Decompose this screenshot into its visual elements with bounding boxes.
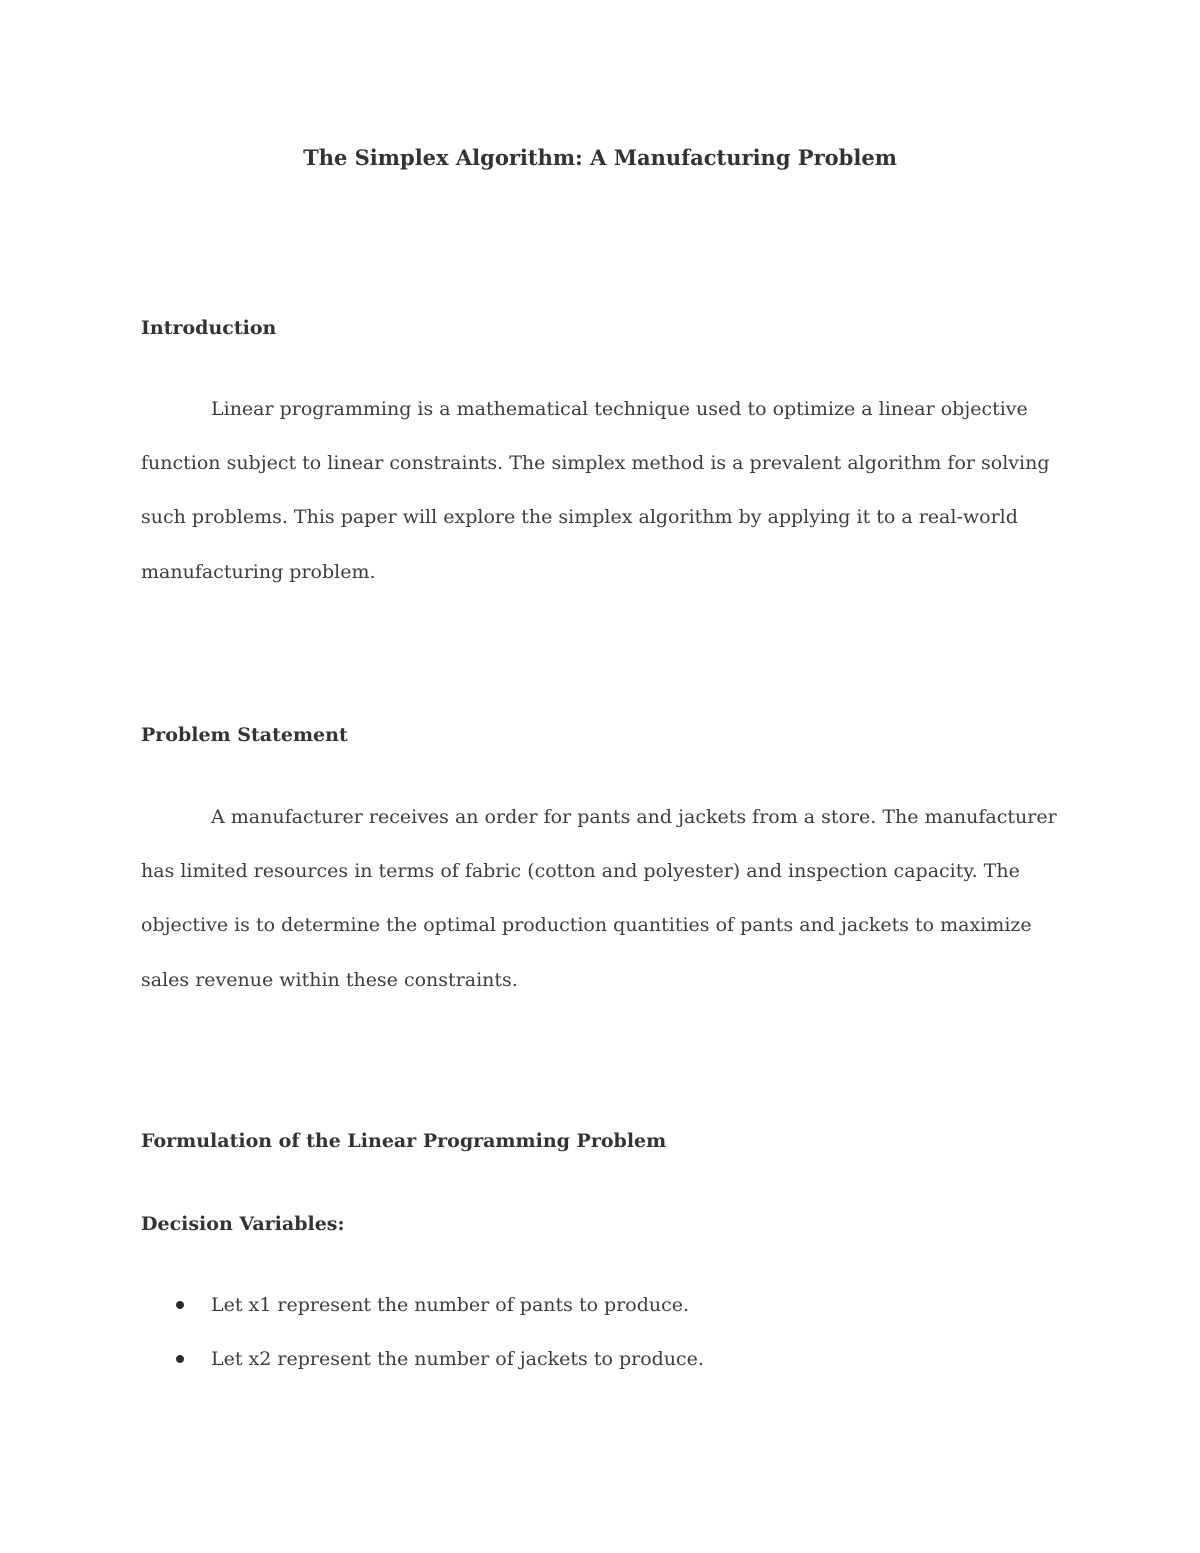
introduction-paragraph: [141, 382, 1071, 599]
bullet-icon: [176, 1301, 184, 1309]
page-title: The Simplex Algorithm: A Manufacturing Problem: [303, 145, 897, 170]
problem-statement-paragraph: [141, 790, 1071, 1007]
decision-variables-heading: Decision Variables:: [141, 1213, 345, 1235]
introduction-heading: Introduction: [141, 317, 277, 339]
list-item-text: Let x1 represent the number of pants to produce.: [211, 1294, 690, 1316]
problem-statement-heading: Problem Statement: [141, 724, 348, 746]
problem-statement-text: A manufacturer receives an order for pants and jackets from a store. The manufacturer has limited resources in terms of fabric (cotton and polyester) and inspection capacity. The objective is to determine the optimal production quantities of pants and jackets to maximize sales revenue within these constraints.: [141, 806, 1057, 991]
introduction-text: Linear programming is a mathematical technique used to optimize a linear objective function subject to linear constraints. The simplex method is a prevalent algorithm for solving such problems. This paper will explore the simplex algorithm by applying it to a real-world manufacturing problem.: [141, 398, 1050, 583]
list-item-text: Let x2 represent the number of jackets to produce.: [211, 1348, 704, 1370]
bullet-icon: [176, 1355, 184, 1363]
formulation-heading: Formulation of the Linear Programming Problem: [141, 1130, 667, 1152]
